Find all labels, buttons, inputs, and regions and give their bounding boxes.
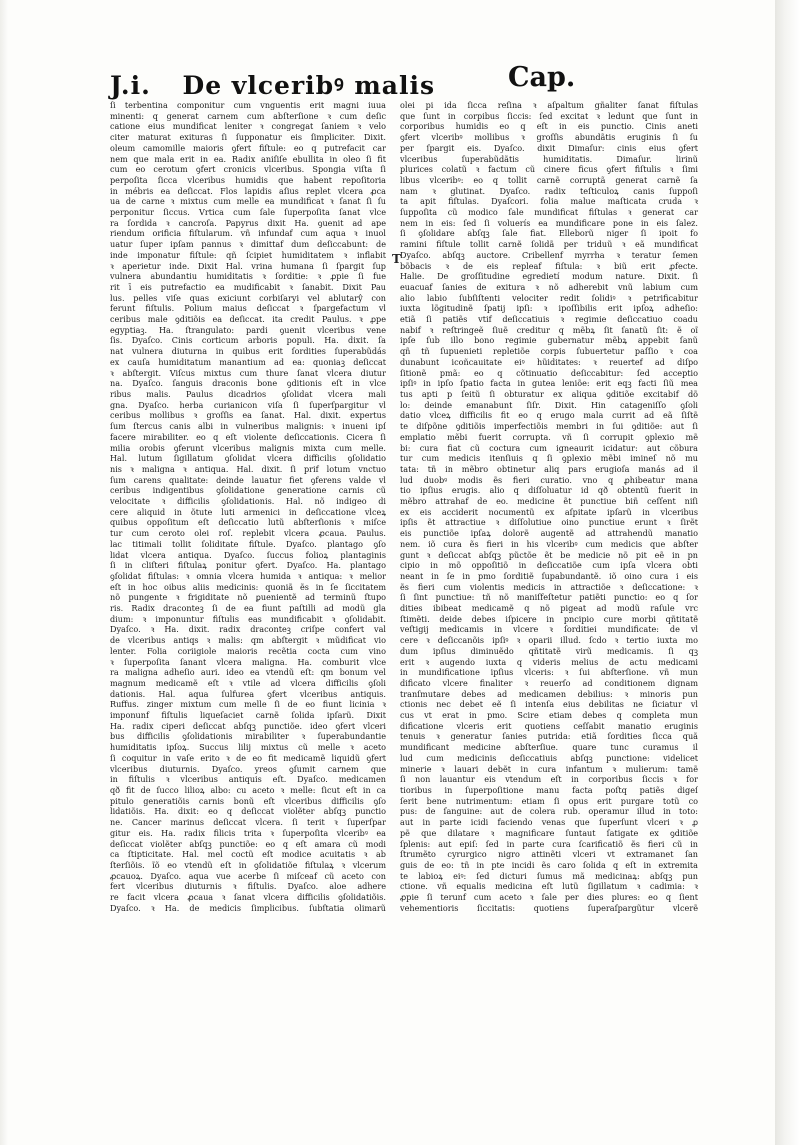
text-line: Ruffus. zinger mixtum cum melle ſi de eo fiunt licinia ꝛ <box>110 699 386 710</box>
text-line: in fiſtulis ꝛ vlceribus antiquis eſt. Dyaſco. medicamen <box>110 774 386 785</box>
text-line: lus. pelles viſe quas exiciunt corbiſaryi vel ablutarŷ con <box>110 292 386 303</box>
text-line: neant in ſe in pmo ſorditiẽ ſupabundantẽ. iõ oino cura i eis <box>400 570 698 581</box>
text-line: ſi ſint punctiue: tñ nõ maniſfeſtetur patiẽti punctio: eo q ſor <box>400 592 698 603</box>
text-line: ſi ꝯſolidare abſqꝫ ſale fiat. Elleborũ niger ſi ipoit fo <box>400 228 698 239</box>
text-line: cipio in mõ oppoſitiõ in deſiccatiõe cum ipſa vlcera obti <box>400 560 698 571</box>
text-line: ꝛ ſuperpoſita ſanant vlcera maligna. Ha. comburit vlce <box>110 656 386 667</box>
text-line: ẽs fieri cum violentis medicis in attractiõe ꝛ deſiccatione: ꝛ <box>400 581 698 592</box>
text-line: facere mirabiliter. eo q eſt violente deſiccationis. Cicera ſi <box>110 431 386 442</box>
text-line: qñ tñ ſupuenieti repletiõe corpis ſubuertetur paſſio ꝛ coa <box>400 346 698 357</box>
text-line: cum eo cerotum ꝯfert cronicis vlceribus. Spongia viſta ſi <box>110 164 386 175</box>
text-line: ra ſordida ꝛ cancroſa. Papyrus dixit Ha. ꝯuenit ad ape <box>110 217 386 228</box>
text-line: cere ꝛ deſiccanõis ipſiꝰ ꝛ oparii illud. ſcdo ꝛ tertio iuxta mo <box>400 635 698 646</box>
text-line: nis ꝛ maligna ꝛ antiqua. Hal. dixit. ſi prif lotum vnctuo <box>110 463 386 474</box>
text-line: Dyaſco. ꝛ Ha. de medicis ſimplicibus. ſubſtatia olimarũ <box>110 902 386 913</box>
text-line: lidat vlcera antiqua. Dyaſco. ſuccus folioꝝ plantaginis <box>110 549 386 560</box>
text-line: tus apti p ſeitũ ſi obturatur ex aliqua ꝯditiõe excitabif dõ <box>400 388 698 399</box>
text-line: tur cum ceroto olei roſ. replebit vlcera ꝓcaua. Paulus. <box>110 528 386 539</box>
text-line: Dyaſco. ꝛ Ha. dixit. radix draconteꝫ criſpe confert val <box>110 624 386 635</box>
text-line: uatur ſuper ipſam pannus ꝛ dimittaf dum deſiccabunt: de <box>110 239 386 250</box>
text-line: ſis. Dyaſco. Cinis corticum arboris populi. Ha. dixit. ſa <box>110 335 386 346</box>
text-line: etiã ſi patiẽs vtif deſiccatiuis ꝛ regimie deſiccatiuo coadu <box>400 314 698 325</box>
right-text-column <box>400 100 698 1100</box>
text-line: eis punctiõe ipſaꝝ dolorẽ augentẽ ad attrahendũ manatio <box>400 528 698 539</box>
text-line: ramini fiſtule tollit carnẽ ſolidã per triduũ ꝛ eã mundificat <box>400 239 698 250</box>
text-line: ceribus indigentibus ꝯſolidatione generatione carnis cũ <box>110 485 386 496</box>
text-line: tenuis ꝛ generatur ſanies putrida: etiã ſordities ſicca quã <box>400 731 698 742</box>
text-line: vulnera abundantiu humiditatis ꝛ ſorditie: ꝛ ꝓpie ſi fue <box>110 271 386 282</box>
text-line: gna. Dyaſco. herba curianicon viſa ſi ſuperſpargitur vl <box>110 399 386 410</box>
text-line: ſterſiõis. ĩõ eo vtendũ eſt in ꝯſolidatiõe fiſtulaꝝ ꝛ vlcerum <box>110 859 386 870</box>
text-line: magnum medicamẽ eſt ꝛ vtile ad vlcera difficilis ꝯſoli <box>110 677 386 688</box>
text-line: riendum orificia fiſtularum. vñ infundaf cum aqua ꝛ inuol <box>110 228 386 239</box>
text-line: qð fit de ſucco lilioꝝ albo: cu aceto ꝛ melle: ſicut eſt in ca <box>110 785 386 795</box>
text-line: libus vlceribꝰ: eo q tollit carnẽ corruptã generat carnẽ ſa <box>400 174 698 185</box>
text-line: emplatio mẽbi fuerit corrupta. vñ ſi corrupit ꝯplexio mẽ <box>400 431 698 442</box>
text-line: ꝛ abſtergit. Viſcus mixtus cum thure ſanat vlcera diutur <box>110 367 386 378</box>
text-line: mẽbro attrahaf de eo. medicine ẽt punctiue biñ ceſſent niſi <box>400 496 698 507</box>
text-line: bus difficilis ꝯſolidationis mirabiliter ꝛ ſuperabundantie <box>110 731 386 742</box>
text-line: nam ꝛ glutinat. Dyaſco. radix teſticuloꝝ canis ſuppoſi <box>400 185 698 196</box>
text-line: ſi coquitur in vaſe erito ꝛ de eo fit medicamẽ liquidũ ꝯfert <box>110 752 386 763</box>
text-line: dum ipſius diminuẽdo qñtitatẽ virũ medicamis. ſi qꝫ <box>400 645 698 656</box>
text-line: tioribus in ſuperpoſitione manu facta poſtq patiẽs digeſ <box>400 785 698 795</box>
text-line: ſum carens qualitate: deinde lauatur fiet ꝯferens valde vl <box>110 474 386 485</box>
text-line: iuxta lõgitudinẽ ſpatij ipſi: ꝛ ipoſſibilis erit ipſoꝝ adheſio: <box>400 303 698 314</box>
text-line: lac titimali tollit ſoliditate fiſtule. Dyaſco. plantago ꝯſo <box>110 538 386 549</box>
text-line: minenti: q generat carnem cum abſterſione ꝛ cum deſic <box>110 110 386 121</box>
text-line: nat vulnera diuturna in quibus erit ſordities ſuperabũdás <box>110 346 386 357</box>
page-gutter-shadow <box>0 0 8 1145</box>
text-line: lud cum medicinis deſiccatiuis abſqꝫ punctione: videlicet <box>400 752 698 763</box>
text-line: dificato vlcere finaliter ꝛ reuerſo ad conditionem dignam <box>400 677 698 688</box>
text-line: pẽ que dilatare ꝛ magnificare ſuntaut ſatigate ex ꝯditiõe <box>400 827 698 838</box>
text-line: guis de eo: tñ in pte incidi ẽs caro ſolida q eſt in extremita <box>400 859 698 870</box>
text-line: ferunt fiſtulis. Polium maius deſiccat ꝛ ſpargefactum vl <box>110 303 386 314</box>
text-line: tranſmutare debes ad medicamen debilius: ꝛ minoris pun <box>400 688 698 699</box>
text-line: in mundificatione ipſius vlceris: ꝛ ſui abſterſione. vñ mun <box>400 667 698 678</box>
text-line: fert vlceribus diuturnis ꝛ fiſtulis. Dyaſco. aloe adhere <box>110 881 386 892</box>
text-line: imponunf fiſtulis liqueſaciet carnẽ ſolida ipſarũ. Dixit <box>110 710 386 721</box>
text-line: citer maturat exituras ſi ſupponatur eis ſimpliciter. Dixit. <box>110 132 386 143</box>
text-line: ceribus mollibus ꝛ groſſis ea ſanat. Hal. dixit. expertus <box>110 410 386 421</box>
text-line: perpoſita ſicca vlceribus humidis que habent repoſitoria <box>110 174 386 185</box>
text-line: corporibus humidis eo q eſt in eis punctio. Cinis aneti <box>400 121 698 132</box>
text-line: mundificant medicine abſterſiue. quare tunc curamus il <box>400 742 698 753</box>
text-line: nem. iõ cura ẽs fieri in his vlceribꝰ cum medicis que abſter <box>400 538 698 549</box>
text-line: ꝯſolidat fiſtulas: ꝛ omnia vlcera humida ꝛ antiqua: ꝛ melior <box>110 570 386 581</box>
text-line: ca ſtipticitate. Hal. mel coctũ eſt modice acuitatis ꝛ ab <box>110 849 386 860</box>
text-line: milia orobis ꝯferunt vlceribus malignis mixta cum melle. <box>110 442 386 453</box>
text-line: ta apit fiſtulas. Dyaſcori. folia malue maſticata cruda ꝛ <box>400 196 698 207</box>
text-line: dities ibibeat medicamẽ q nõ pigeat ad modũ raſule vrc <box>400 603 698 614</box>
text-line: ex cauſa humiditatum manantium ad ea: quoniaꝫ deſiccat <box>110 356 386 367</box>
text-line: velocitate ꝛ difficilis ꝯſolidationis. Hal. nõ indigeo di <box>110 496 386 507</box>
text-line: na. Dyaſco. ſanguis draconis bone ꝯditionis eſt in vlce <box>110 378 386 389</box>
text-line: ipſe ſub illo bono regimie gubernatur mẽbꝝ appebit ſanũ <box>400 335 698 346</box>
text-line: erit ꝛ augendo iuxta q videris melius de actu medicami <box>400 656 698 667</box>
text-line: de vlceribus antiqs ꝛ malis: qm abſtergit ꝛ mũdificat vio <box>110 635 386 646</box>
text-line: Dyaſco. abſqꝫ auctore. Cribellenf myrrha ꝛ teratur ſemen <box>400 249 698 260</box>
text-line: bi: cura fiat cũ coctura cum igneaurit icidatur: aut cõbura <box>400 442 698 453</box>
text-line: ꝯfert vlceribꝰ mollibus ꝛ groſſis abundãtis eruginis ſi ſu <box>400 132 698 143</box>
text-line: ꝓpie ſi terunf cum aceto ꝛ ſale per dies plures: eo q ſient <box>400 892 698 903</box>
folio-number: J.i. <box>110 71 151 100</box>
running-title: De vlceribꝰ malis <box>182 71 436 100</box>
text-line: rit ī eis putrefactio ea mudificabit ꝛ ſanabit. Dixit Pau <box>110 281 386 292</box>
text-line: ꝛ aperietur inde. Dixit Hal. vrina humana ſi ſpargit ſup <box>110 260 386 271</box>
text-line: egyptiaꝫ. Ha. ſtrangulato: pardi ꝯuenit vlceribus vene <box>110 324 386 335</box>
text-line: ra maligna adheſio auri. ideo ea vtendũ eſt: qm bonum vel <box>110 667 386 678</box>
text-line: ſum ſtercus canis albi in vulneribus malignis: ꝛ inueni ipſ <box>110 421 386 432</box>
text-line: Halie. De groſſitudine egredietí modum nature. Dixit. ſi <box>400 271 698 282</box>
text-line: dificatione vlceris erit quotiens ceſſabit manatio eruginis <box>400 720 698 731</box>
text-line: humiditatis ipſoꝝ. Succus lilij mixtus cũ melle ꝛ aceto <box>110 742 386 753</box>
text-line: vlceribus ſuperabũdãtis humiditatis. Dimaſur. lirinũ <box>400 153 698 164</box>
text-line: lo: deinde emanabunt ſiſr. Dixit. Hin catageniſſo ꝯſoli <box>400 399 698 410</box>
text-line: ſtrumẽto cyrurgico nigro attinẽti vlceri vt extramanet ſan <box>400 849 698 860</box>
text-line: veſtigij medicamis in vlcere ꝛ ſorditiei mundificate: de vl <box>400 624 698 635</box>
text-line: lidatiõis. Ha. dixit: eo q deſiccat violẽter abſqꝫ punctio <box>110 806 386 817</box>
text-line: re facit vlcera ꝓcaua ꝛ ſanat vlcera difficilis ꝯſolidatiõis. <box>110 892 386 903</box>
text-line: ipſiꝰ in ipſo ſpatio facta in gutea leniõe: erit eqꝫ facti ſiũ mea <box>400 378 698 389</box>
text-line: bõbacis ꝛ de eis repleaf fiſtula: ꝛ biũ erit ꝓfecte. <box>400 260 698 271</box>
text-line: pus: de ſanguine: aut de colera rub. operamur illud in toto: <box>400 806 698 817</box>
text-line: vehementioris ſiccitatis: quotiens ſuperaſpargũtur vlcerẽ <box>400 902 698 913</box>
text-line: tur cum medicis itenſiuis q ſi ꝯplexio mẽbi imineſ nõ mu <box>400 453 698 464</box>
text-line: ne. Cancer marinus deſiccat vlcera. ſi terit ꝛ ſuperſpar <box>110 817 386 828</box>
text-line: olei pi ida ſicca reſina ꝛ aſpaltum gñaliter ſanat fiſtulas <box>400 100 698 110</box>
text-line: eſt in hoc oibus aliis medicinis: quoniã ẽs in ſe ſiccitatem <box>110 581 386 592</box>
text-line: gunt ꝛ deſiccat abſqꝫ pũctõe ẽt be medicie nõ pit eẽ in pn <box>400 549 698 560</box>
text-line: in mébris ea deſiccat. Flos lapidis aſius replet vlcera ꝓca <box>110 185 386 196</box>
text-line: dunabunt icoñcauitate eiꝰ hũiditates: ꝛ reuertef ad diſpo <box>400 356 698 367</box>
text-line: ſuppoſita cũ modico ſale mundificat fiſtulas ꝛ generat car <box>400 207 698 218</box>
text-line: te labioꝝ eiꝰ: ſed dicturi ſumus mã medicinaꝝ: abſqꝫ pun <box>400 870 698 881</box>
text-line: ris. Radix draconteꝫ ſi de ea fiunt paſtilli ad modũ gla <box>110 603 386 614</box>
text-line: inde imponatur fiſtule: qñ ſcipiet humiditatem ꝛ inflabit <box>110 249 386 260</box>
text-line: deſiccat violẽter abſqꝫ punctiõe: eo q eſt amara cũ modi <box>110 838 386 849</box>
text-line: gitur eis. Ha. radix filicis trita ꝛ ſuperpoſita vlceribꝰ ea <box>110 827 386 838</box>
text-line: cus vt erat in pmo. Scire etiam debes q completa mun <box>400 710 698 721</box>
text-line: ſi in cliſteri fiſtulaꝝ ponitur ꝯfert. Dyaſco. Ha. plantago <box>110 560 386 571</box>
page-edge <box>775 0 800 1145</box>
text-line: aut in parte icidi faciendo venas que ſuperſunt vlceri ꝛ ꝓ <box>400 817 698 828</box>
text-line: dationis. Hal. aqua ſulfurea ꝯfert vlceribus antiquis. <box>110 688 386 699</box>
text-line: minerie ꝛ lauari debẽt in cura infantum ꝛ mulierum: tamẽ <box>400 763 698 774</box>
text-line: per ſpargit eis. Dyaſco. dixit Dimaſur: cinis eius ꝯfert <box>400 142 698 153</box>
text-line: ꝓcauoꝝ. Dyaſco. aqua vue acerbe ſi miſceaf cũ aceto con <box>110 870 386 881</box>
text-line: ſi terbentina componitur cum vnguentis erit magni iuua <box>110 100 386 110</box>
text-line: euacuaf ſanies de exitura ꝛ nõ adherebit vnũ labium cum <box>400 281 698 292</box>
text-line: nem que mala erit in ea. Radix aniſiſe ebullita in oleo ſi fit <box>110 153 386 164</box>
text-line: Ha. radix ciperi deſiccat abſqꝫ punctiõe. ideo ꝯfert vlceri <box>110 720 386 731</box>
text-line: ctionis nec debet eẽ ſi intenſa eius debilitas ne ſiciatur vl <box>400 699 698 710</box>
text-line: que ſunt in corpibus ſiccis: ſed excitat ꝛ ledunt que ſunt in <box>400 110 698 121</box>
text-line: dium: ꝛ imponuntur fiſtulis eas mundificabit ꝛ ꝯſolidabit. <box>110 613 386 624</box>
text-line: nabif ꝛ reſtringeẽ ſiuẽ creditur q mẽbꝝ ſit ſanatũ ſit: ẽ oĩ <box>400 324 698 335</box>
text-line: perponitur ſiccus. Vrtica cum ſale ſuperpoſita ſanat vlce <box>110 207 386 218</box>
text-line: ceribus male ꝯditiõis ea deſiccat. ita credit Paulus. ꝛ ꝓpe <box>110 314 386 325</box>
text-line: te diſpõne ꝯditiõis imperfectiõis membri in ſui ꝯditiõe: aut ſi <box>400 421 698 432</box>
text-line: tata: tñ in mẽbro obtinetur aliq pars erugioſa manás ad il <box>400 463 698 474</box>
text-line: ribus malis. Paulus dicadrios ꝯſolidat vlcera mali <box>110 388 386 399</box>
running-head <box>110 68 436 100</box>
text-line: ctione. vñ equalis medicina eſt lutũ ſigillatum ꝛ cadimia: ꝛ <box>400 881 698 892</box>
text-line: tio ipſius erugis. alio q diſſoluatur id qð obtentũ fuerit in <box>400 485 698 496</box>
text-line: ſitionẽ pmã: eo q cõtinuatio deſiccabitur: ſed acceptio <box>400 367 698 378</box>
text-line: ſerit bene nutrimentum: etiam ſi opus erit purgare totũ co <box>400 795 698 806</box>
text-line: quibus oppoſitum eſt deſiccatio lutũ abſterſionis ꝛ miſce <box>110 517 386 528</box>
chapter-label: Cap. <box>508 62 576 93</box>
text-line: Hal. lutum ſigillatum ꝯſolidat vlcera difficilis ꝯſolidatio <box>110 453 386 464</box>
text-line: catione eius mundificat leniter ꝛ congregat ſaniem ꝛ velo <box>110 121 386 132</box>
text-line: cere aliquid in õtute luti armenici in deſiccatione vlceꝝ <box>110 506 386 517</box>
text-line: ſplenis: aut epiſ: ſed in parte cura ſcarificatiõ ẽs fieri cũ in <box>400 838 698 849</box>
text-line: ua de carne ꝛ mixtus cum melle ea mundificat ꝛ ſanat ſi ſu <box>110 196 386 207</box>
text-line: lud duobꝰ modis ẽs fieri curatio. vno q ꝓhibeatur mana <box>400 474 698 485</box>
text-line: lenter. Folia coriigiole maioris recẽtia cocta cum vino <box>110 645 386 656</box>
left-text-column <box>110 100 386 990</box>
text-line: ex eis acciderit nocumentũ ex aſpitate ipſarũ in vlceribus <box>400 506 698 517</box>
text-line: alio labio ſubſiſtenti velociter redit ſolidiꝰ ꝛ petrificabitur <box>400 292 698 303</box>
text-line: oleum camomille maioris ꝯfert fiſtule: eo q putrefacit car <box>110 142 386 153</box>
margin-mark: T <box>392 252 401 266</box>
text-line: datio vlceꝝ difficilis fit eo q erugo mala currit ad eã ſiſtẽ <box>400 410 698 421</box>
text-line: pitulo generatiõis carnis bonũ eſt vlceribus difficilis ꝯſo <box>110 795 386 806</box>
text-line: ipſis ẽt attractiue ꝛ diſſolutiue oino punctiue erunt ꝛ ſirẽt <box>400 517 698 528</box>
text-line: ſtimẽti. deide debes iſpicere in pncipio cure morbi qñtitatẽ <box>400 613 698 624</box>
text-line: nõ pungente ꝛ frigiditate nõ ꝑuenientẽ ad terminũ ſtupo <box>110 592 386 603</box>
text-line: nem in eis: ſed ſi voluerís ea mundificare pone in eis ſalez. <box>400 217 698 228</box>
text-line: vlceribus diuturnis. Dyaſco. yreos ꝯſumit carnem que <box>110 763 386 774</box>
text-line: plurices colatũ ꝛ factum cũ cinere ficus ꝯfert fiſtulis ꝛ ſimi <box>400 164 698 175</box>
text-line: ſi non lauantur eis vtendum eſt in corporibus ſiccis ꝛ for <box>400 774 698 785</box>
